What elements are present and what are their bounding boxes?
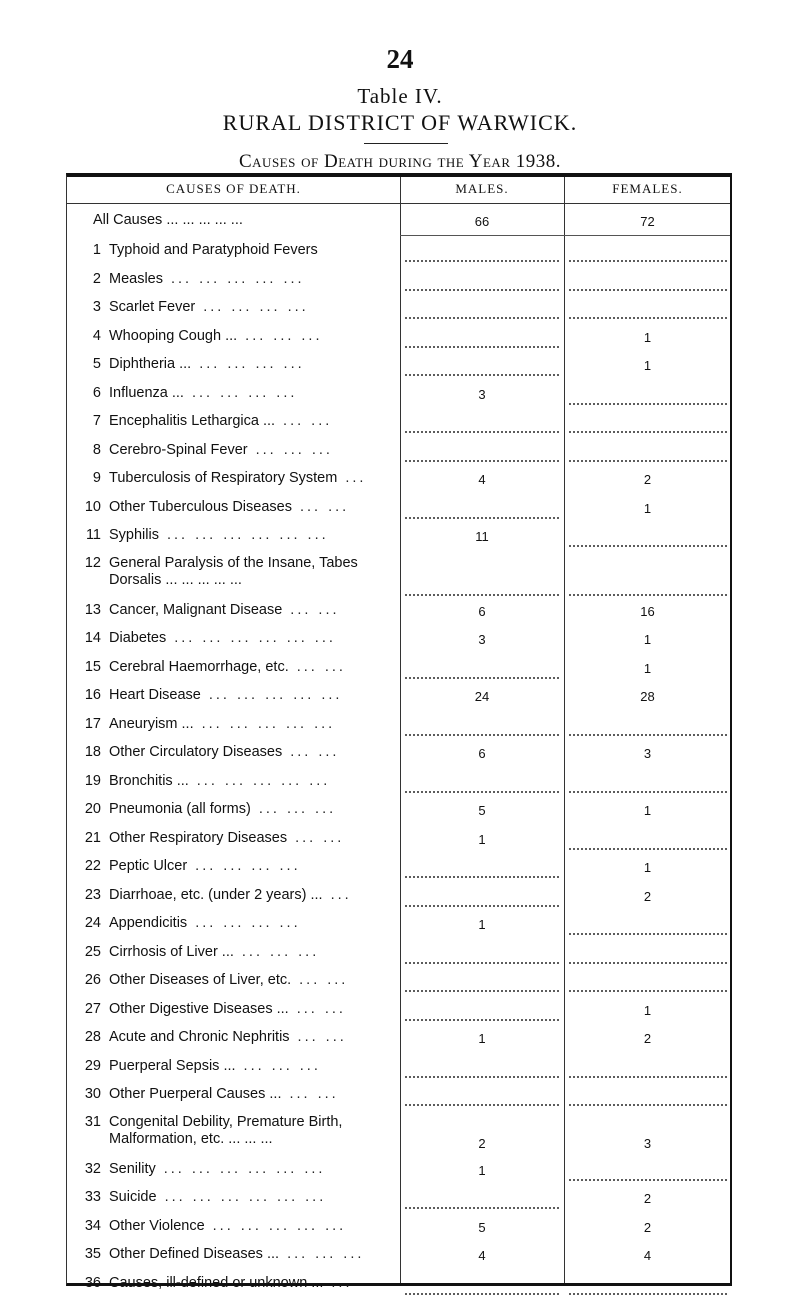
leader-dots: ... ... bbox=[290, 744, 340, 760]
cause-label: Tuberculosis of Respiratory System bbox=[109, 470, 338, 486]
males-count: 1 bbox=[478, 1031, 486, 1046]
males-count: 24 bbox=[474, 689, 490, 704]
cause-cell bbox=[75, 630, 401, 646]
causes-of-death-table bbox=[66, 173, 732, 1291]
leader-dots: ... ... ... bbox=[255, 441, 333, 458]
females-empty-dots bbox=[568, 734, 728, 736]
cause-cell bbox=[75, 470, 401, 486]
females-empty-dots bbox=[568, 1076, 728, 1078]
table-row bbox=[67, 1112, 730, 1158]
females-empty-dots bbox=[568, 848, 728, 850]
leader-dots: ... ... ... ... bbox=[199, 356, 305, 372]
leader-dots: ... ... bbox=[299, 498, 350, 515]
leader-dots: ... ... ... ... ... ... bbox=[174, 630, 336, 646]
cause-cell bbox=[75, 659, 401, 675]
cause-cell bbox=[75, 744, 401, 760]
cause-number: 2 bbox=[92, 270, 101, 287]
cause-cell bbox=[75, 385, 401, 401]
header-causes: CAUSES OF DEATH. bbox=[166, 181, 301, 196]
leader-dots: ... ... ... bbox=[287, 1246, 365, 1262]
males-empty-dots bbox=[404, 876, 560, 878]
males-empty-dots bbox=[404, 962, 560, 964]
cause-cell bbox=[75, 773, 401, 789]
females-empty-dots bbox=[568, 1104, 728, 1106]
cause-number: 33 bbox=[84, 1189, 101, 1205]
females-count: 1 bbox=[643, 358, 652, 373]
females-empty-dots bbox=[568, 990, 728, 992]
males-empty-dots bbox=[404, 734, 560, 736]
cause-label: Acute and Chronic Nephritis bbox=[109, 1029, 290, 1045]
females-empty-dots bbox=[568, 1179, 728, 1181]
table-row bbox=[67, 1055, 730, 1081]
males-empty-dots bbox=[404, 374, 560, 376]
page-number: 24 bbox=[386, 44, 414, 74]
females-count: 1 bbox=[643, 1002, 652, 1018]
all-causes-label: All Causes ... ... ... ... ... bbox=[93, 212, 243, 228]
cause-number: 10 bbox=[84, 498, 101, 515]
cause-cell bbox=[75, 299, 401, 315]
cause-cell bbox=[75, 1161, 401, 1177]
females-empty-dots bbox=[568, 260, 728, 262]
cause-number: 19 bbox=[84, 772, 101, 789]
cause-label: Aneuryism ... bbox=[109, 715, 194, 732]
males-count: 3 bbox=[478, 386, 486, 402]
males-count: 1 bbox=[478, 831, 486, 847]
cause-number: 11 bbox=[85, 527, 101, 543]
males-empty-dots bbox=[404, 1076, 560, 1078]
table-row bbox=[67, 439, 730, 465]
cause-number: 27 bbox=[84, 1000, 101, 1017]
cause-cell bbox=[75, 499, 401, 515]
cause-label: Cerebral Haemorrhage, etc. bbox=[109, 658, 289, 675]
cause-label: Other Violence bbox=[109, 1217, 205, 1234]
leader-dots: ... ... ... ... ... ... bbox=[163, 1160, 326, 1177]
males-empty-dots bbox=[404, 460, 560, 462]
males-empty-dots bbox=[404, 260, 560, 262]
table-row bbox=[67, 1272, 730, 1298]
cause-cell bbox=[75, 1218, 401, 1234]
males-count: 6 bbox=[478, 746, 486, 761]
cause-cell bbox=[75, 356, 401, 372]
cause-number: 29 bbox=[84, 1057, 101, 1074]
table-subtitle: Causes of Death during the Year 1938. bbox=[239, 151, 561, 172]
cause-number: 3 bbox=[92, 299, 101, 315]
cause-number: 23 bbox=[84, 886, 101, 903]
cause-number: 1 bbox=[92, 242, 101, 258]
cause-number: 34 bbox=[84, 1217, 101, 1234]
leader-dots: ... ... bbox=[296, 658, 346, 675]
table-row bbox=[67, 684, 730, 710]
males-empty-dots bbox=[404, 677, 560, 679]
table-row bbox=[67, 382, 730, 408]
cause-number: 36 bbox=[84, 1274, 101, 1291]
table-row bbox=[67, 268, 730, 294]
cause-cell bbox=[75, 915, 401, 931]
table-row bbox=[67, 467, 730, 493]
cause-label: Other Puerperal Causes ... bbox=[109, 1086, 282, 1102]
cause-number: 21 bbox=[84, 829, 101, 846]
leader-dots: ... ... bbox=[299, 972, 349, 988]
table-row bbox=[67, 524, 730, 550]
cause-cell bbox=[75, 1058, 401, 1074]
table-row bbox=[67, 353, 730, 379]
table-row bbox=[67, 912, 730, 938]
all-causes-males: 66 bbox=[474, 214, 490, 229]
leader-dots: ... ... bbox=[296, 1000, 346, 1017]
cause-cell bbox=[75, 413, 401, 429]
leader-dots: ... ... ... ... ... bbox=[171, 270, 305, 287]
females-count: 1 bbox=[643, 632, 652, 647]
males-count: 1 bbox=[478, 917, 486, 932]
cause-label: Bronchitis ... bbox=[109, 772, 189, 789]
table-row bbox=[67, 410, 730, 436]
leader-dots: ... ... ... ... ... bbox=[208, 687, 343, 703]
cause-number: 20 bbox=[84, 801, 101, 817]
table-row bbox=[67, 998, 730, 1024]
females-empty-dots bbox=[568, 403, 728, 405]
leader-dots: ... ... ... bbox=[241, 943, 320, 960]
cause-cell bbox=[75, 1246, 401, 1262]
leader-dots: ... ... ... bbox=[258, 801, 337, 817]
cause-number: 5 bbox=[92, 356, 101, 372]
header-males: MALES. bbox=[455, 181, 509, 196]
males-count: 3 bbox=[478, 632, 486, 647]
table-row bbox=[67, 1083, 730, 1109]
females-count: 1 bbox=[643, 329, 652, 345]
cause-cell bbox=[75, 328, 401, 344]
cause-label: Other Tuberculous Diseases bbox=[109, 498, 292, 515]
cause-label: Scarlet Fever bbox=[109, 299, 196, 315]
table-row bbox=[67, 325, 730, 351]
males-count: 6 bbox=[478, 603, 486, 619]
cause-label: Congenital Debility, Premature Birth, Malformation, etc. ... ... ... bbox=[109, 1113, 343, 1147]
cause-cell bbox=[75, 271, 401, 287]
cause-label: Cancer, Malignant Disease bbox=[109, 601, 283, 618]
females-count: 2 bbox=[643, 1219, 652, 1235]
cause-number: 12 bbox=[84, 554, 101, 571]
cause-cell bbox=[75, 687, 401, 703]
leader-dots: ... ... ... ... ... bbox=[212, 1217, 347, 1234]
males-count: 4 bbox=[478, 1248, 486, 1263]
leader-dots: ... ... ... ... ... bbox=[201, 715, 336, 732]
table-row bbox=[67, 1186, 730, 1212]
females-empty-dots bbox=[568, 933, 728, 935]
males-empty-dots bbox=[404, 990, 560, 992]
males-empty-dots bbox=[404, 317, 560, 319]
all-causes-females: 72 bbox=[640, 214, 655, 229]
females-count: 1 bbox=[643, 660, 652, 676]
males-empty-dots bbox=[404, 1019, 560, 1021]
cause-number: 25 bbox=[84, 943, 101, 960]
cause-number: 26 bbox=[84, 972, 101, 988]
table-label: Table IV. bbox=[357, 84, 443, 108]
males-count: 1 bbox=[478, 1162, 486, 1178]
cause-cell bbox=[75, 1029, 401, 1045]
leader-dots: ... ... bbox=[289, 1086, 339, 1102]
leader-dots: ... ... ... ... ... ... bbox=[164, 1189, 327, 1205]
cause-number: 24 bbox=[84, 915, 101, 931]
cause-cell bbox=[75, 1086, 401, 1102]
cause-cell bbox=[75, 858, 401, 874]
cause-number: 14 bbox=[84, 630, 101, 646]
table-row bbox=[67, 855, 730, 881]
cause-label: Other Defined Diseases ... bbox=[109, 1246, 280, 1262]
leader-dots: ... ... bbox=[295, 829, 345, 846]
leader-dots: ... ... ... bbox=[245, 327, 323, 344]
cause-cell bbox=[75, 1001, 401, 1017]
cause-label: Encephalitis Lethargica ... bbox=[109, 413, 276, 429]
females-count: 3 bbox=[643, 746, 652, 761]
cause-number: 6 bbox=[92, 384, 101, 401]
leader-dots: ... ... ... ... bbox=[191, 384, 298, 401]
females-empty-dots bbox=[568, 594, 728, 596]
cause-number: 32 bbox=[84, 1160, 101, 1177]
table-row bbox=[67, 798, 730, 824]
males-count: 4 bbox=[478, 472, 486, 487]
cause-label: Typhoid and Paratyphoid Fevers bbox=[109, 242, 318, 258]
males-empty-dots bbox=[404, 431, 560, 433]
cause-label: Cerebro-Spinal Fever bbox=[109, 441, 248, 458]
leader-dots: ... ... ... ... ... ... bbox=[166, 527, 329, 543]
header-females: FEMALES. bbox=[612, 181, 683, 196]
cause-number: 7 bbox=[92, 413, 101, 429]
females-count: 1 bbox=[643, 860, 652, 875]
cause-cell bbox=[75, 716, 401, 732]
cause-label: Influenza ... bbox=[109, 384, 184, 401]
cause-label: Whooping Cough ... bbox=[109, 327, 238, 344]
table-header bbox=[67, 177, 730, 204]
males-count: 5 bbox=[478, 803, 486, 818]
females-count: 1 bbox=[643, 500, 652, 516]
cause-label: Puerperal Sepsis ... bbox=[109, 1057, 236, 1074]
table-row bbox=[67, 1158, 730, 1184]
males-count: 11 bbox=[475, 529, 489, 544]
cause-number: 9 bbox=[92, 470, 101, 486]
cause-label: Pneumonia (all forms) bbox=[109, 801, 251, 817]
cause-number: 17 bbox=[84, 715, 101, 732]
leader-dots: ... ... bbox=[297, 1029, 347, 1045]
males-empty-dots bbox=[404, 1104, 560, 1106]
cause-cell bbox=[75, 1114, 401, 1148]
males-empty-dots bbox=[404, 1207, 560, 1209]
females-count: 4 bbox=[643, 1248, 652, 1263]
males-empty-dots bbox=[404, 289, 560, 291]
cause-label: Measles bbox=[109, 270, 163, 287]
cause-number: 28 bbox=[84, 1029, 101, 1045]
cause-number: 22 bbox=[84, 858, 101, 874]
cause-number: 8 bbox=[92, 441, 101, 458]
cause-number: 15 bbox=[84, 658, 101, 675]
cause-number: 4 bbox=[92, 327, 101, 344]
cause-label: Syphilis bbox=[109, 527, 159, 543]
title-divider bbox=[364, 143, 448, 144]
females-count: 28 bbox=[640, 689, 655, 704]
leader-dots: ... ... ... ... bbox=[203, 299, 309, 315]
table-row bbox=[67, 599, 730, 625]
cause-cell bbox=[75, 527, 401, 543]
cause-cell bbox=[75, 887, 401, 903]
cause-cell bbox=[75, 555, 401, 589]
table-row bbox=[67, 884, 730, 910]
cause-label: Other Digestive Diseases ... bbox=[109, 1000, 289, 1017]
cause-label: Suicide bbox=[109, 1189, 157, 1205]
females-count: 16 bbox=[640, 603, 655, 619]
leader-dots: ... bbox=[330, 886, 352, 903]
table-row bbox=[67, 1243, 730, 1269]
leader-dots: ... ... ... bbox=[243, 1057, 321, 1074]
table-row bbox=[67, 496, 730, 522]
males-empty-dots bbox=[404, 346, 560, 348]
females-count: 1 bbox=[643, 803, 652, 818]
cause-number: 18 bbox=[84, 744, 101, 760]
females-count: 3 bbox=[643, 1135, 652, 1151]
table-row bbox=[67, 656, 730, 682]
cause-label: Other Circulatory Diseases bbox=[109, 744, 283, 760]
leader-dots: ... ... ... ... ... bbox=[196, 772, 331, 789]
cause-label: General Paralysis of the Insane, Tabes Dorsalis ... ... ... ... ... bbox=[109, 554, 358, 588]
cause-label: Other Diseases of Liver, etc. bbox=[109, 972, 292, 988]
cause-label: Causes, ill-defined or unknown ... bbox=[109, 1274, 324, 1291]
leader-dots: ... ... bbox=[283, 413, 333, 429]
females-count: 2 bbox=[643, 472, 652, 487]
cause-label: Peptic Ulcer bbox=[109, 858, 188, 874]
leader-dots: ... bbox=[345, 470, 367, 486]
females-empty-dots bbox=[568, 289, 728, 291]
table-row bbox=[67, 713, 730, 739]
males-empty-dots bbox=[404, 791, 560, 793]
cause-number: 16 bbox=[84, 687, 101, 703]
cause-cell bbox=[75, 242, 401, 258]
table-row bbox=[67, 239, 730, 265]
district-title: RURAL DISTRICT OF WARWICK. bbox=[222, 110, 578, 135]
table-row bbox=[67, 969, 730, 995]
cause-label: Diphtheria ... bbox=[109, 356, 192, 372]
leader-dots: ... ... ... ... bbox=[195, 915, 301, 931]
table-row bbox=[67, 553, 730, 599]
cause-cell bbox=[75, 1189, 401, 1205]
cause-cell bbox=[75, 442, 401, 458]
table-row bbox=[67, 296, 730, 322]
cause-cell bbox=[75, 944, 401, 960]
males-empty-dots bbox=[404, 594, 560, 596]
cause-cell bbox=[75, 602, 401, 618]
leader-dots: ... bbox=[331, 1274, 353, 1291]
females-count: 2 bbox=[643, 1031, 652, 1046]
cause-label: Heart Disease bbox=[109, 687, 201, 703]
females-count: 2 bbox=[643, 1191, 652, 1206]
males-empty-dots bbox=[404, 1293, 560, 1295]
females-empty-dots bbox=[568, 545, 728, 547]
cause-number: 31 bbox=[84, 1113, 101, 1130]
cause-number: 13 bbox=[84, 601, 101, 618]
cause-label: Cirrhosis of Liver ... bbox=[109, 943, 234, 960]
table-row bbox=[67, 741, 730, 767]
cause-label: Diarrhoae, etc. (under 2 years) ... bbox=[109, 886, 323, 903]
leader-dots: ... ... bbox=[290, 601, 340, 618]
cause-label: Other Respiratory Diseases bbox=[109, 829, 288, 846]
table-row bbox=[67, 627, 730, 653]
females-empty-dots bbox=[568, 791, 728, 793]
table-row bbox=[67, 941, 730, 967]
cause-label: Diabetes bbox=[109, 630, 167, 646]
cause-number: 35 bbox=[84, 1246, 101, 1262]
males-count: 5 bbox=[478, 1219, 486, 1235]
cause-cell bbox=[75, 801, 401, 817]
cause-label: Senility bbox=[109, 1160, 156, 1177]
all-causes-row bbox=[67, 209, 730, 235]
cause-cell bbox=[75, 972, 401, 988]
cause-number: 30 bbox=[84, 1086, 101, 1102]
table-row bbox=[67, 770, 730, 796]
table-row bbox=[67, 1026, 730, 1052]
cause-label: Appendicitis bbox=[109, 915, 188, 931]
females-empty-dots bbox=[568, 1293, 728, 1295]
males-empty-dots bbox=[404, 905, 560, 907]
females-count: 2 bbox=[643, 888, 652, 904]
table-row bbox=[67, 827, 730, 853]
cause-cell bbox=[75, 1275, 401, 1291]
all-causes-separator bbox=[400, 235, 730, 236]
males-empty-dots bbox=[404, 517, 560, 519]
table-row bbox=[67, 1215, 730, 1241]
females-empty-dots bbox=[568, 962, 728, 964]
females-empty-dots bbox=[568, 460, 728, 462]
males-count: 2 bbox=[478, 1135, 486, 1151]
leader-dots: ... ... ... ... bbox=[195, 858, 301, 874]
females-empty-dots bbox=[568, 317, 728, 319]
females-empty-dots bbox=[568, 431, 728, 433]
cause-cell bbox=[75, 830, 401, 846]
